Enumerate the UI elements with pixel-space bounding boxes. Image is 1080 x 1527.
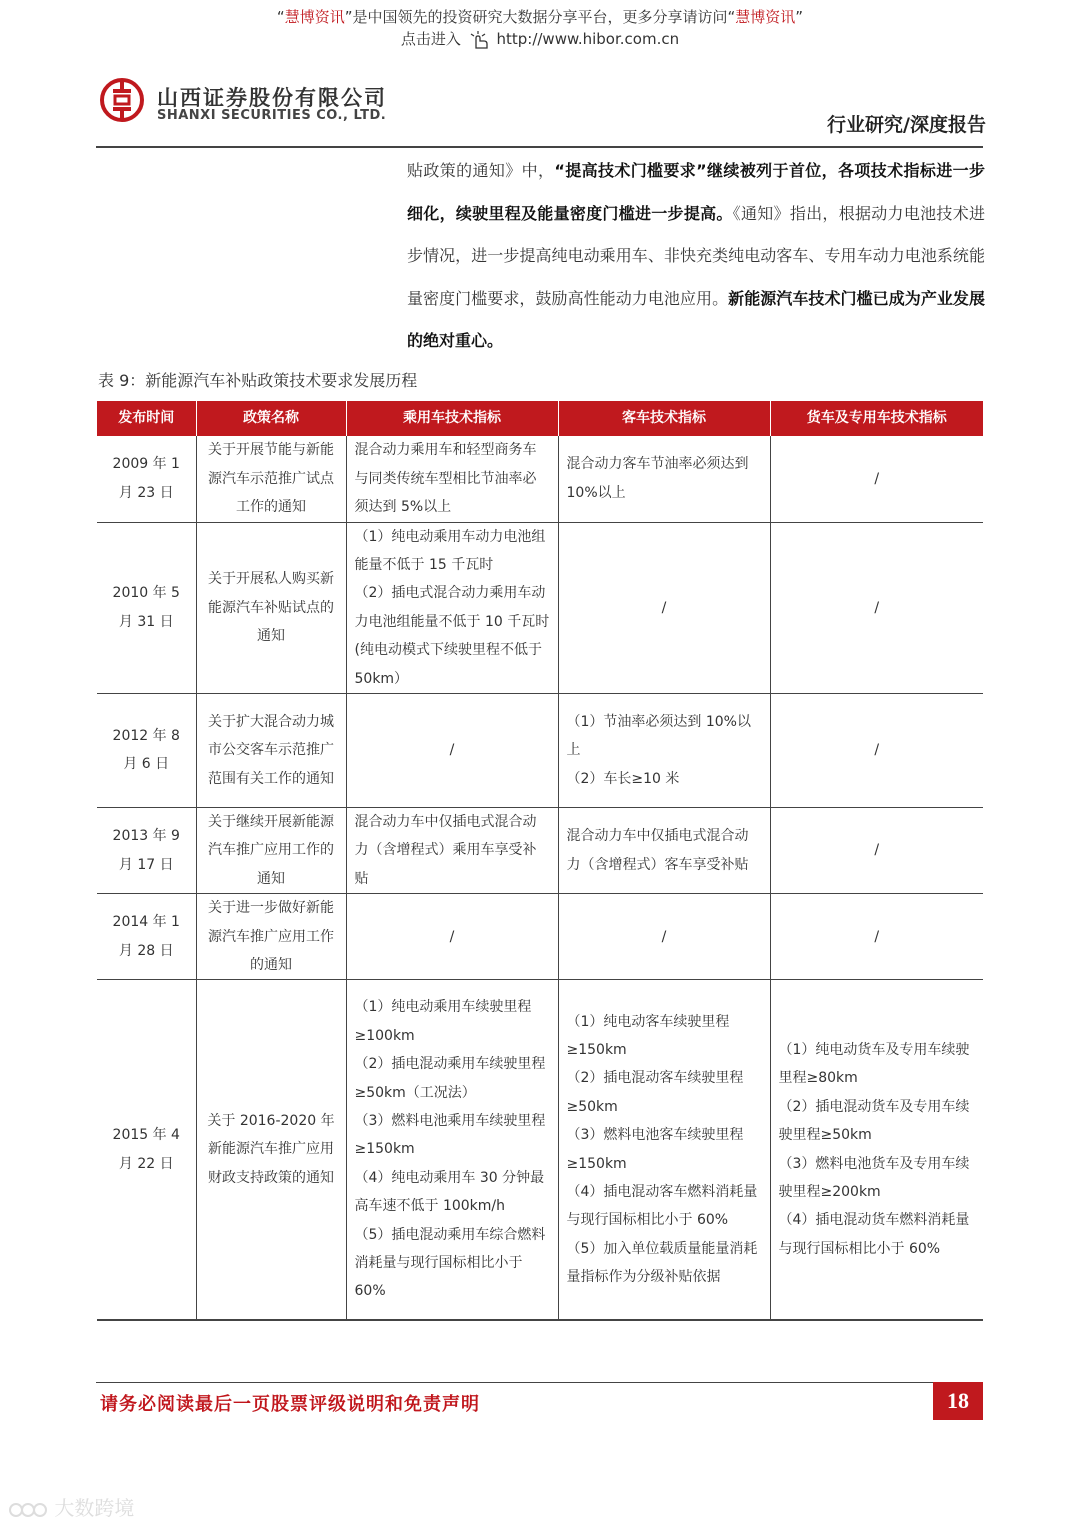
cell-truck (770, 894, 983, 980)
cell-passenger (346, 522, 558, 693)
cell-policy: 关于开展节能与新能源汽车示范推广试点工作的通知 (196, 436, 346, 522)
cell-line: / (874, 742, 880, 759)
brand-name-cn: 山西证券股份有限公司 (157, 86, 387, 110)
cell-line: 混合动力乘用车和轻型商务车与同类传统车型相比节油率必须达到 5%以上 (354, 442, 537, 515)
cell-policy: 关于继续开展新能源汽车推广应用工作的通知 (196, 807, 346, 893)
banner-line-1 (0, 6, 1080, 28)
cell-line: / (449, 928, 455, 945)
cell-bus (558, 894, 770, 980)
table-row (97, 807, 983, 893)
cell-line: （5）加入单位载质量能量消耗量指标作为分级补贴依据 (566, 1240, 758, 1286)
table-row (97, 436, 983, 522)
cell-date: 2010 年 5 月 31 日 (97, 522, 196, 693)
cell-bus (558, 980, 770, 1320)
col-header-policy: 政策名称 (196, 401, 346, 436)
banner-middle-text: ”是中国领先的投资研究大数据分享平台，更多分享请访问“ (344, 8, 736, 26)
cell-bus (558, 522, 770, 693)
cell-truck (770, 693, 983, 807)
cell-line: （3）燃料电池客车续驶里程≥150km (566, 1127, 744, 1172)
shanxi-securities-logo-icon (100, 78, 144, 122)
intro-text-1: 贴政策的通知》中， (407, 161, 555, 180)
cell-line: （1）纯电动乘用车动力电池组能量不低于 15 千瓦时 (354, 528, 546, 573)
intro-text-2: 《通知》指出，根据动力电池技术进步情况，进一步提高纯电动乘用车、非快充类纯电动客车、专用车动力电池系统能量密度门槛要求，鼓励高性能动力电池应用。 (407, 203, 985, 308)
intro-bold-2: 新能源汽车技术门槛已成为产业发展的绝对重心。 (407, 288, 985, 350)
cell-line: / (874, 928, 880, 945)
banner-line-2 (0, 28, 1080, 50)
banner-url-link[interactable]: http://www.hibor.com.cn (496, 30, 680, 48)
cell-line: （4）纯电动乘用车 30 分钟最高车速不低于 100km/h (354, 1169, 545, 1215)
cell-line: （1）节油率必须达到 10%以上 (566, 713, 751, 759)
cell-date: 2014 年 1 月 28 日 (97, 894, 196, 980)
cell-bus (558, 436, 770, 522)
header-divider (96, 146, 983, 148)
watermark-logo-icon (8, 1500, 48, 1520)
col-header-passenger: 乘用车技术指标 (346, 401, 558, 436)
cell-date: 2012 年 8 月 6 日 (97, 693, 196, 807)
cell-line: 混合动力车中仅插电式混合动力（含增程式）乘用车享受补贴 (354, 813, 537, 887)
cell-line: （2）插电混动乘用车续驶里程≥50km（工况法） (354, 1056, 546, 1101)
top-banner (0, 6, 1080, 50)
cell-line: （2）插电式混合动力乘用车动力电池组能量不低于 10 千瓦时(纯电动模式下续驶里程不低于 50km） (354, 585, 550, 687)
cell-truck (770, 522, 983, 693)
col-header-bus: 客车技术指标 (558, 401, 770, 436)
footer-divider (96, 1382, 983, 1383)
table-header-row (97, 401, 983, 436)
col-header-truck: 货车及专用车技术指标 (770, 401, 983, 436)
hand-pointer-icon (468, 30, 490, 50)
table-row (97, 693, 983, 807)
cell-line: / (874, 842, 880, 859)
cell-date: 2015 年 4 月 22 日 (97, 980, 196, 1320)
cell-date: 2009 年 1 月 23 日 (97, 436, 196, 522)
cell-line: （4）插电混动客车燃料消耗量与现行国标相比小于 60% (566, 1184, 758, 1229)
cell-policy: 关于开展私人购买新能源汽车补贴试点的通知 (196, 522, 346, 693)
cell-bus (558, 807, 770, 893)
policy-table (97, 401, 983, 1321)
report-type-label: 行业研究/深度报告 (827, 114, 986, 136)
banner-brand-link-2[interactable]: 慧博资讯 (735, 8, 796, 26)
col-header-date: 发布时间 (97, 401, 196, 436)
cell-line: （1）纯电动乘用车续驶里程≥100km (354, 999, 532, 1044)
banner-brand-link[interactable]: 慧博资讯 (284, 8, 345, 26)
cell-line: （2）插电混动客车续驶里程≥50km (566, 1070, 744, 1115)
cell-passenger (346, 807, 558, 893)
cell-passenger (346, 693, 558, 807)
table-caption: 表 9：新能源汽车补贴政策技术要求发展历程 (98, 371, 418, 390)
cell-line: 混合动力客车节油率必须达到 10%以上 (566, 456, 749, 501)
cell-bus (558, 693, 770, 807)
cell-policy: 关于进一步做好新能源汽车推广应用工作的通知 (196, 894, 346, 980)
cell-policy: 关于 2016-2020 年新能源汽车推广应用财政支持政策的通知 (196, 980, 346, 1320)
cell-line: （4）插电混动货车燃料消耗量与现行国标相比小于 60% (778, 1212, 970, 1257)
banner-quote-close: ” (795, 8, 804, 26)
cell-line: （1）纯电动货车及专用车续驶里程≥80km (778, 1042, 970, 1087)
intro-paragraph (407, 150, 985, 363)
cell-line: （5）插电混动乘用车综合燃料消耗量与现行国标相比小于 60% (354, 1226, 546, 1300)
cell-passenger (346, 436, 558, 522)
watermark (8, 1492, 134, 1521)
cell-line: / (449, 742, 455, 759)
table-row (97, 980, 983, 1320)
cell-truck (770, 807, 983, 893)
cell-line: / (874, 470, 880, 487)
table-row (97, 522, 983, 693)
cell-truck (770, 436, 983, 522)
cell-line: （1）纯电动客车续驶里程≥150km (566, 1013, 730, 1058)
banner-quote-open: “ (276, 8, 285, 26)
cell-truck (770, 980, 983, 1320)
cell-passenger (346, 894, 558, 980)
brand-name-en: SHANXI SECURITIES CO., LTD. (157, 108, 387, 123)
cell-passenger (346, 980, 558, 1320)
disclaimer-text: 请务必阅读最后一页股票评级说明和免责声明 (100, 1394, 480, 1415)
cell-line: 混合动力车中仅插电式混合动力（含增程式）客车享受补贴 (566, 828, 749, 873)
page-number: 18 (933, 1382, 983, 1420)
table-row (97, 894, 983, 980)
cell-line: / (661, 599, 667, 616)
cell-date: 2013 年 9 月 17 日 (97, 807, 196, 893)
cell-line: / (874, 599, 880, 616)
cell-line: （2）插电混动货车及专用车续驶里程≥50km (778, 1098, 970, 1144)
intro-bold-1: “提高技术门槛要求”继续被列于首位，各项技术指标进一步细化，续驶里程及能量密度门槛进一步提高。 (407, 161, 985, 223)
cell-line: （2）车长≥10 米 (566, 770, 680, 787)
cell-line: / (661, 928, 667, 945)
banner-enter-text: 点击进入 (400, 30, 461, 48)
cell-line: （3）燃料电池乘用车续驶里程≥150km (354, 1113, 546, 1158)
cell-line: （3）燃料电池货车及专用车续驶里程≥200km (778, 1155, 970, 1201)
cell-policy: 关于扩大混合动力城市公交客车示范推广范围有关工作的通知 (196, 693, 346, 807)
watermark-text: 大数跨境 (54, 1496, 135, 1520)
